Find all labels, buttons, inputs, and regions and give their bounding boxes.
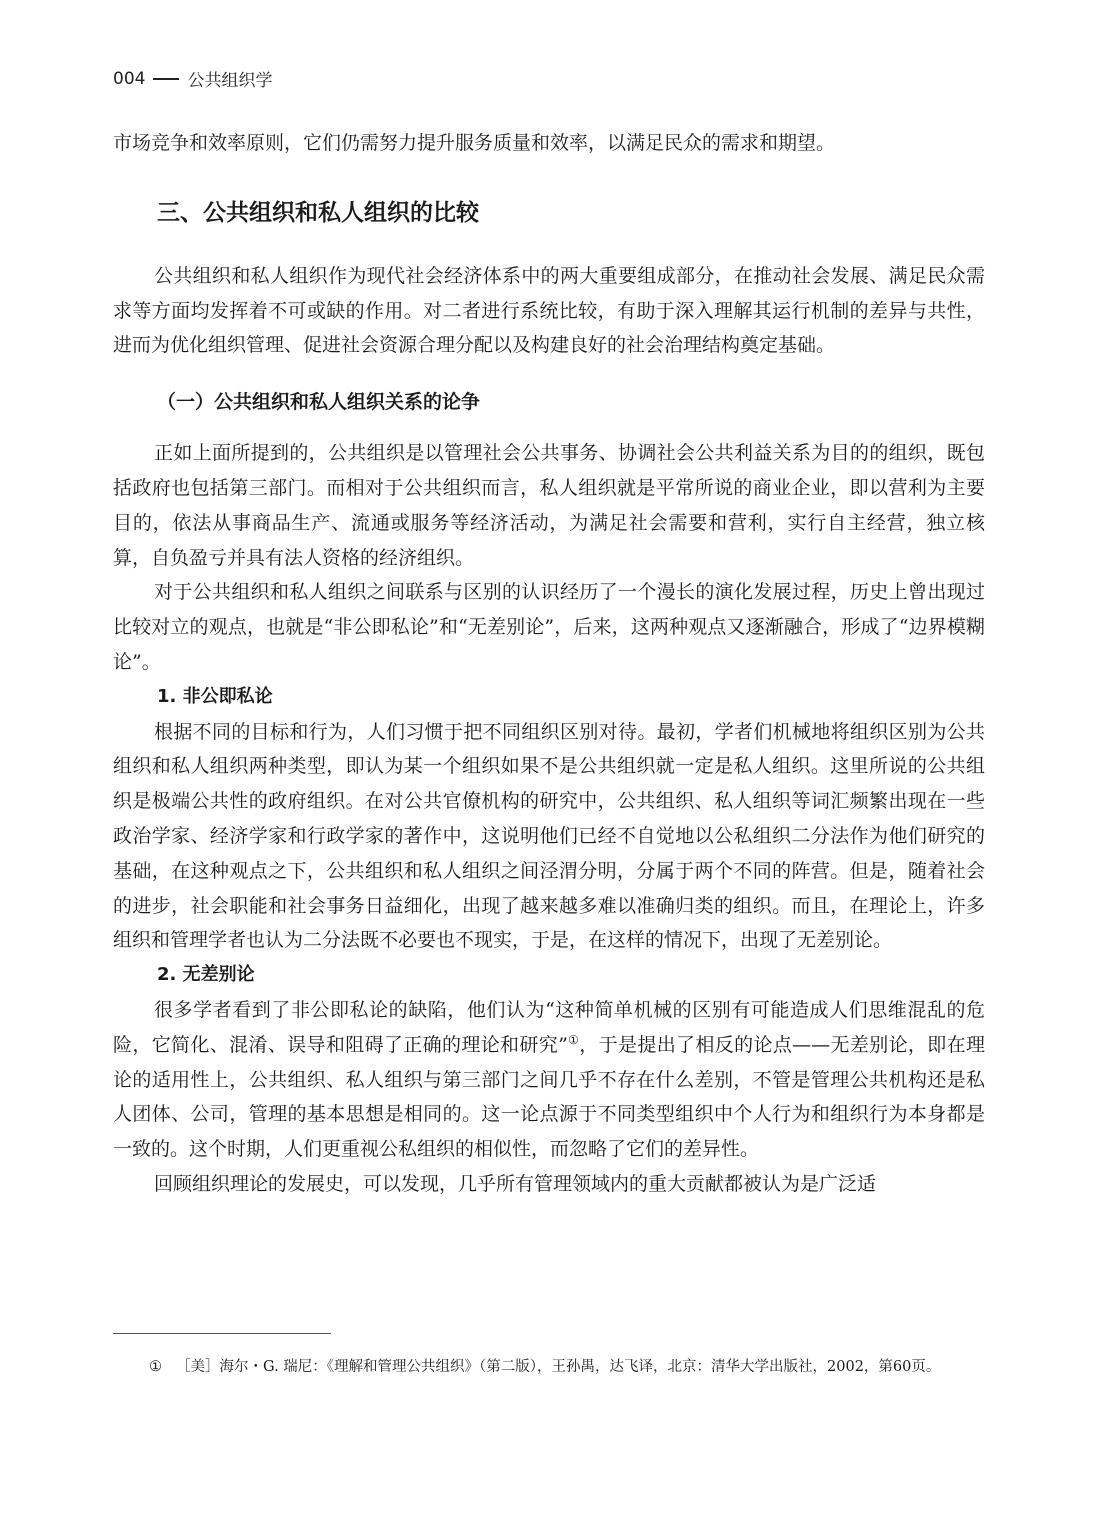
footnote-mark: ① [149, 1359, 162, 1375]
footnote-text: ［美］海尔・G. 瑞尼：《理解和管理公共组织》（第二版），王孙禺，达飞译，北京：清华大学出版社，2002，第60页。 [176, 1359, 941, 1375]
footnote-divider [113, 1333, 331, 1334]
header-dash [153, 78, 179, 80]
book-title: 公共组织学 [187, 71, 273, 91]
paragraph-evolution: 对于公共组织和私人组织之间联系与区别的认识经历了一个漫长的演化发展过程，历史上曾出现过比较对立的观点，也就是“非公即私论”和“无差别论”，后来，这两种观点又逐渐融合，形成了“边界模糊论”。 [113, 581, 985, 673]
paragraph-no-difference-part1: 很多学者看到了非公即私论的缺陷，他们认为“这种简单机械的区别有可能造成人们思维混乱的危险，它简化、混淆、误导和阻碍了正确的理论和研究” [113, 998, 985, 1056]
item-heading-1: 1. 非公即私论 [157, 685, 273, 707]
page-body [113, 126, 985, 1202]
paragraph-review: 回顾组织理论的发展史，可以发现，几乎所有管理领域内的重大贡献都被认为是广泛适 [154, 1172, 877, 1195]
paragraph-continued: 市场竞争和效率原则，它们仍需努力提升服务质量和效率，以满足民众的需求和期望。 [113, 132, 836, 154]
paragraph-no-difference [113, 993, 985, 1167]
footnote [113, 1355, 985, 1380]
section-heading: 三、公共组织和私人组织的比较 [157, 199, 479, 226]
page-number: 004 [113, 68, 146, 89]
footnote-reference: ① [567, 1032, 580, 1047]
paragraph-intro: 公共组织和私人组织作为现代社会经济体系中的两大重要组成部分，在推动社会发展、满足民众需求等方面均发挥着不可或缺的作用。对二者进行系统比较，有助于深入理解其运行机制的差异与共性，进而为优化组织管理、促进社会资源合理分配以及构建良好的社会治理结构奠定基础。 [113, 264, 985, 357]
paragraph-dichotomy: 根据不同的目标和行为，人们习惯于把不同组织区别对待。最初，学者们机械地将组织区别为公共组织和私人组织两种类型，即认为某一个组织如果不是公共组织就一定是私人组织。这里所说的公共组织是极端公共性的政府组织。在对公共官僚机构的研究中，公共组织、私人组织等词汇频繁出现在一些政治学家、经济学家和行政学家的著作中，这说明他们已经不自觉地以公私组织二分法作为他们研究的基础，在这种观点之下，公共组织和私人组织之间泾渭分明，分属于两个不同的阵营。但是，随着社会的进步，社会职能和社会事务日益细化，出现了越来越多难以准确归类的组织。而且，在理论上，许多组织和管理学者也认为二分法既不必要也不现实，于是，在这样的情况下，出现了无差别论。 [113, 720, 985, 952]
paragraph-no-difference-part2: ，于是提出了相反的论点——无差别论，即在理论的适用性上，公共组织、私人组织与第三部门之间几乎不存在什么差别，不管是管理公共机构还是私人团体、公司，管理的基本思想是相同的。这一论点源于不同类型组织中个人行为和组织行为本身都是一致的。这个时期，人们更重视公私组织的相似性，而忽略了它们的差异性。 [113, 1033, 985, 1161]
running-header [113, 66, 272, 91]
subsection-heading: （一）公共组织和私人组织关系的论争 [157, 391, 481, 414]
item-heading-2: 2. 无差别论 [157, 964, 255, 986]
paragraph-definition: 正如上面所提到的，公共组织是以管理社会公共事务、协调社会公共利益关系为目的的组织，既包括政府也包括第三部门。而相对于公共组织而言，私人组织就是平常所说的商业企业，即以营利为主要目的，依法从事商品生产、流通或服务等经济活动，为满足社会需要和营利，实行自主经营，独立核算，自负盈亏并具有法人资格的经济组织。 [113, 442, 985, 569]
